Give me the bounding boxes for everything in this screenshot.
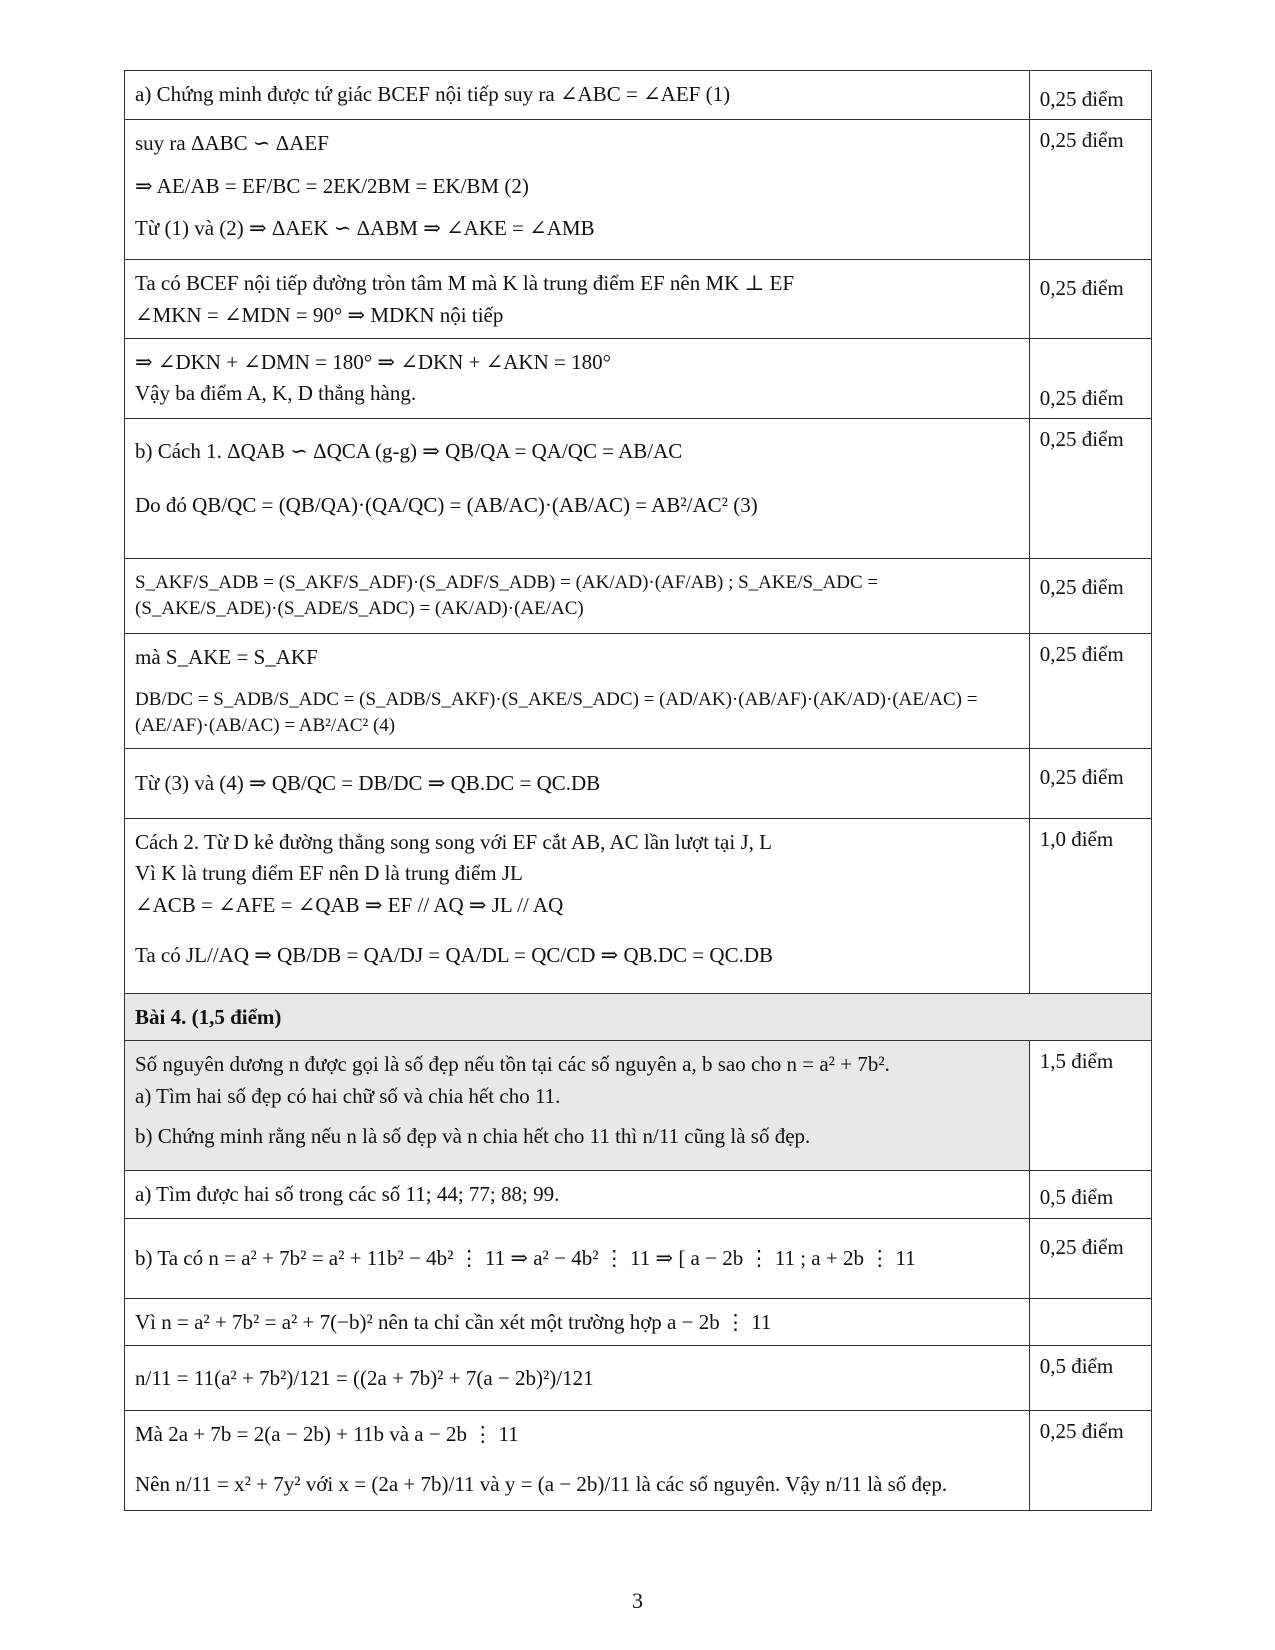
content-cell: n/11 = 11(a² + 7b²)/121 = ((2a + 7b)² + 7(a − 2b)²)/121: [125, 1346, 1030, 1411]
table-row: [125, 1411, 1152, 1511]
content-cell: Vì n = a² + 7b² = a² + 7(−b)² nên ta chỉ cần xét một trường hợp a − 2b ⋮ 11: [125, 1298, 1030, 1345]
score-cell: 0,25 điểm: [1029, 120, 1151, 260]
content-cell: ⇒ ∠DKN + ∠DMN = 180° ⇒ ∠DKN + ∠AKN = 180° Vậy ba điểm A, K, D thẳng hàng.: [125, 339, 1030, 419]
content-cell: Ta có BCEF nội tiếp đường tròn tâm M mà K là trung điểm EF nên MK ⊥ EF ∠MKN = ∠MDN = 90° ⇒ MDKN nội tiếp: [125, 260, 1030, 339]
table-row: [125, 1346, 1152, 1411]
content-cell: Từ (3) và (4) ⇒ QB/QC = DB/DC ⇒ QB.DC = QC.DB: [125, 749, 1030, 819]
table-row: [125, 339, 1152, 419]
score-cell: 0,5 điểm: [1029, 1171, 1151, 1218]
section-header: Bài 4. (1,5 điểm): [125, 994, 1152, 1041]
score-cell: 1,5 điểm: [1029, 1041, 1151, 1171]
table-row: [125, 120, 1152, 260]
content-cell: b) Ta có n = a² + 7b² = a² + 11b² − 4b² ⋮ 11 ⇒ a² − 4b² ⋮ 11 ⇒ [ a − 2b ⋮ 11 ; a + 2b ⋮ 11: [125, 1218, 1030, 1298]
score-cell: [1029, 1298, 1151, 1345]
table-row: [125, 559, 1152, 634]
score-cell: 0,5 điểm: [1029, 1346, 1151, 1411]
table-row: [125, 1218, 1152, 1298]
content-cell: Cách 2. Từ D kẻ đường thẳng song song với EF cắt AB, AC lần lượt tại J, L Vì K là trung điểm EF nên D là trung điểm JL ∠ACB = ∠AFE = ∠QAB ⇒ EF // AQ ⇒ JL // AQ Ta có JL//AQ ⇒ QB/DB = QA/DJ = QA/DL = QC/CD ⇒ QB.DC = QC.DB: [125, 819, 1030, 994]
table-row: [125, 1298, 1152, 1345]
score-cell: 0,25 điểm: [1029, 634, 1151, 749]
content-cell: a) Chứng minh được tứ giác BCEF nội tiếp suy ra ∠ABC = ∠AEF (1): [125, 71, 1030, 120]
table-row: [125, 749, 1152, 819]
score-cell: 0,25 điểm: [1029, 419, 1151, 559]
content-cell: mà S_AKE = S_AKF DB/DC = S_ADB/S_ADC = (S_ADB/S_AKF)·(S_AKE/S_ADC) = (AD/AK)·(AB/AF)·(AK/AD)·(AE/AC) = (AE/AF)·(AB/AC) = AB²/AC² (4): [125, 634, 1030, 749]
content-cell: a) Tìm được hai số trong các số 11; 44; 77; 88; 99.: [125, 1171, 1030, 1218]
score-cell: 0,25 điểm: [1029, 559, 1151, 634]
content-cell: Mà 2a + 7b = 2(a − 2b) + 11b và a − 2b ⋮ 11 Nên n/11 = x² + 7y² với x = (2a + 7b)/11 và y = (a − 2b)/11 là các số nguyên. Vậy n/11 là số đẹp.: [125, 1411, 1030, 1511]
section-header-row: [125, 994, 1152, 1041]
problem-row: [125, 1041, 1152, 1171]
score-cell: 0,25 điểm: [1029, 1218, 1151, 1298]
score-cell: 0,25 điểm: [1029, 71, 1151, 120]
content-cell: b) Cách 1. ΔQAB ∽ ΔQCA (g-g) ⇒ QB/QA = QA/QC = AB/AC Do đó QB/QC = (QB/QA)·(QA/QC) = (AB/AC)·(AB/AC) = AB²/AC² (3): [125, 419, 1030, 559]
table-row: [125, 1171, 1152, 1218]
content-cell: suy ra ΔABC ∽ ΔAEF ⇒ AE/AB = EF/BC = 2EK/2BM = EK/BM (2) Từ (1) và (2) ⇒ ΔAEK ∽ ΔABM ⇒ ∠AKE = ∠AMB: [125, 120, 1030, 260]
score-cell: 0,25 điểm: [1029, 339, 1151, 419]
score-cell: 0,25 điểm: [1029, 1411, 1151, 1511]
problem-cell: Số nguyên dương n được gọi là số đẹp nếu tồn tại các số nguyên a, b sao cho n = a² + 7b². a) Tìm hai số đẹp có hai chữ số và chia hết cho 11. b) Chứng minh rằng nếu n là số đẹp và n chia hết cho 11 thì n/11 cũng là số đẹp.: [125, 1041, 1030, 1171]
table-row: [125, 819, 1152, 994]
table-row: [125, 71, 1152, 120]
content-cell: S_AKF/S_ADB = (S_AKF/S_ADF)·(S_ADF/S_ADB) = (AK/AD)·(AF/AB) ; S_AKE/S_ADC = (S_AKE/S_ADE)·(S_ADE/S_ADC) = (AK/AD)·(AE/AC): [125, 559, 1030, 634]
score-cell: 1,0 điểm: [1029, 819, 1151, 994]
table-row: [125, 260, 1152, 339]
page-number: 3: [632, 1588, 643, 1613]
table-row: [125, 634, 1152, 749]
score-cell: 0,25 điểm: [1029, 260, 1151, 339]
solution-table: [124, 70, 1152, 1511]
table-row: [125, 419, 1152, 559]
score-cell: 0,25 điểm: [1029, 749, 1151, 819]
